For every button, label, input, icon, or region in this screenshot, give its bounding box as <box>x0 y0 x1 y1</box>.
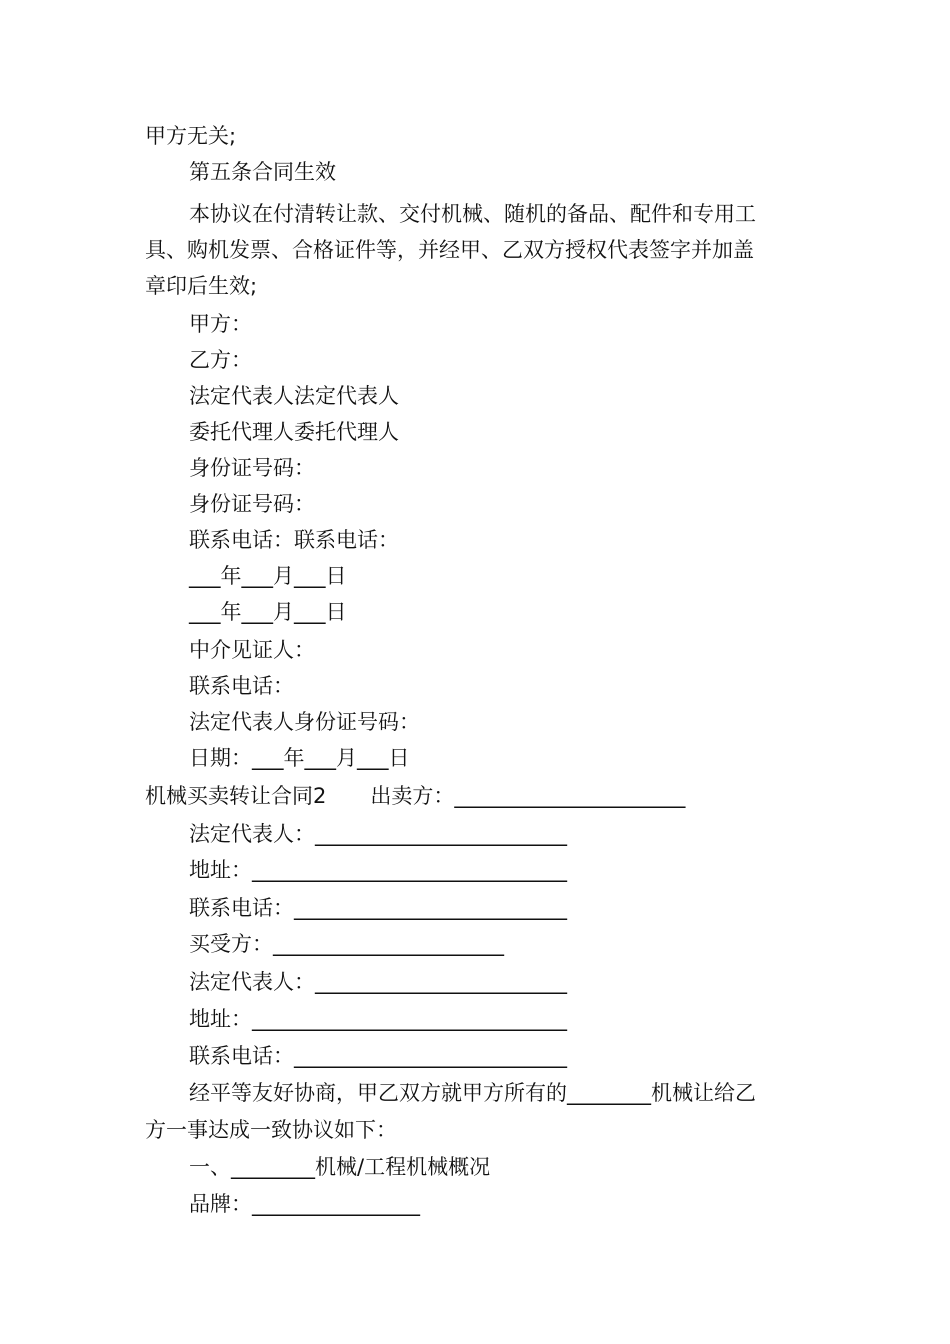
section-heading: 一、________机械/工程机械概况 <box>189 1155 491 1179</box>
buyer-address-field: 地址：______________________________ <box>189 1007 567 1031</box>
date-label: 日期：___年___月___日 <box>189 746 410 770</box>
seller-address-field: 地址：______________________________ <box>189 858 567 882</box>
paragraph-line: 章印后生效; <box>145 274 258 298</box>
witness-label: 中介见证人： <box>189 638 315 662</box>
legal-rep-id-label: 法定代表人身份证号码： <box>189 710 420 734</box>
text-line: 甲方无关; <box>145 124 237 148</box>
agreement-paragraph: 方一事达成一致协议如下： <box>145 1118 397 1142</box>
paragraph-line: 具、购机发票、合格证件等，并经甲、乙双方授权代表签字并加盖 <box>145 238 754 262</box>
buyer-legal-rep-field: 法定代表人：________________________ <box>189 970 567 994</box>
paragraph-line: 本协议在付清转让款、交付机械、随机的备品、配件和专用工 <box>189 202 756 226</box>
legal-rep-label: 法定代表人法定代表人 <box>189 384 399 408</box>
id-number-label: 身份证号码： <box>189 492 315 516</box>
seller-field: 出卖方：______________________ <box>370 784 686 808</box>
buyer-field: 买受方：______________________ <box>189 932 504 956</box>
seller-phone-field: 联系电话：__________________________ <box>189 896 567 920</box>
phone-label: 联系电话：联系电话： <box>189 528 399 552</box>
party-b-label: 乙方： <box>189 348 252 372</box>
article-heading: 第五条合同生效 <box>189 160 336 184</box>
party-a-label: 甲方： <box>189 312 252 336</box>
contract-title: 机械买卖转让合同2 <box>145 784 327 808</box>
date-blank: ___年___月___日 <box>189 564 347 588</box>
phone-label: 联系电话： <box>189 674 294 698</box>
date-blank: ___年___月___日 <box>189 600 347 624</box>
id-number-label: 身份证号码： <box>189 456 315 480</box>
agent-label: 委托代理人委托代理人 <box>189 420 399 444</box>
contract-title-line <box>145 782 685 810</box>
brand-field: 品牌：________________ <box>189 1192 420 1216</box>
agreement-paragraph: 经平等友好协商，甲乙双方就甲方所有的________机械让给乙 <box>189 1081 756 1105</box>
seller-legal-rep-field: 法定代表人：________________________ <box>189 822 567 846</box>
buyer-phone-field: 联系电话：__________________________ <box>189 1044 567 1068</box>
